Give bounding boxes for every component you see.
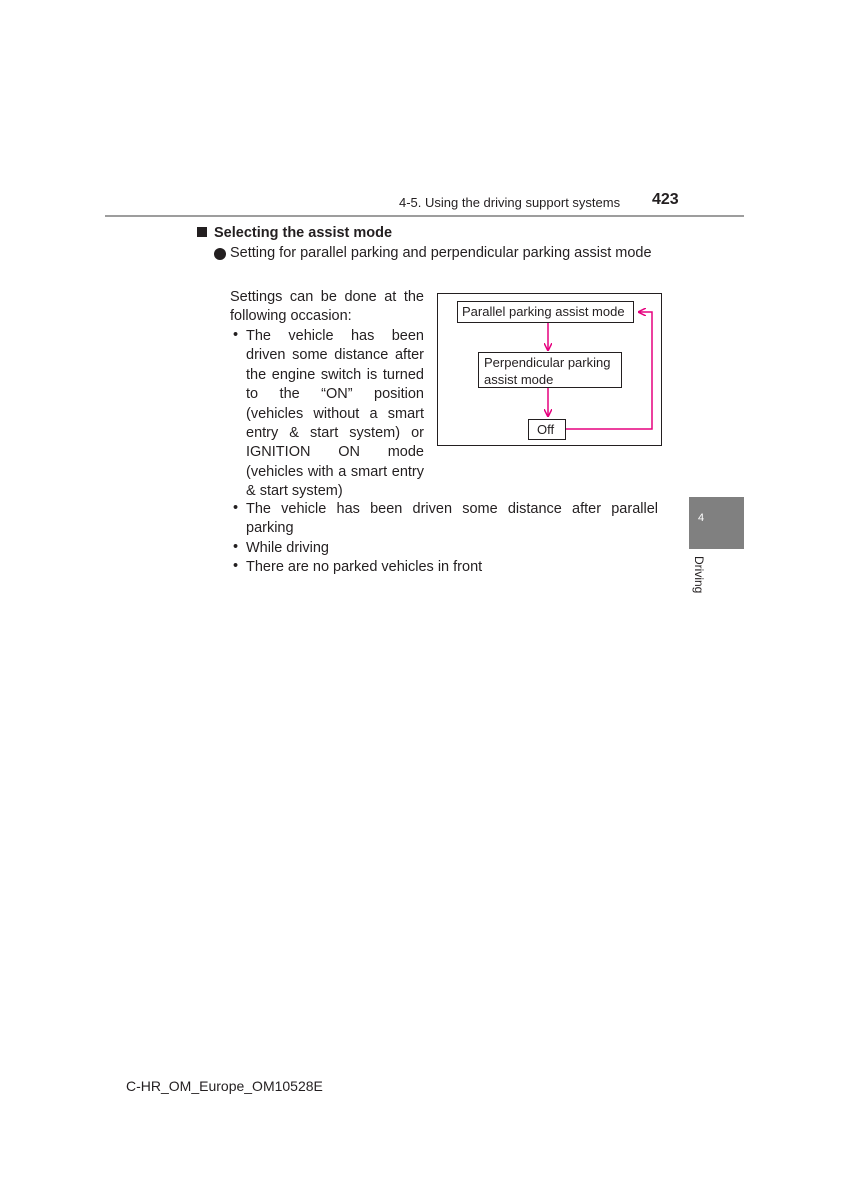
sub-bullet-icon: • <box>233 500 239 516</box>
mode-box-off: Off <box>528 419 566 440</box>
mode-box-perpendicular: Perpendicular parking assist mode <box>478 352 622 388</box>
page-number: 423 <box>652 191 679 208</box>
section-heading-text: Selecting the assist mode <box>214 225 393 241</box>
settings-intro: Settings can be done at the following occasion: <box>230 289 424 325</box>
document-id: C-HR_OM_Europe_OM10528E <box>126 1078 323 1094</box>
mode-box-parallel: Parallel parking assist mode <box>457 301 634 323</box>
sub-bullet-icon: • <box>233 558 239 574</box>
chapter-number: 4 <box>698 512 705 524</box>
occasion-item: There are no parked vehicles in front <box>246 559 483 575</box>
occasion-item: The vehicle has been driven some distance after parallel parking <box>246 501 658 537</box>
bullet-text: Setting for parallel parking and perpendicular parking assist mode <box>230 245 652 261</box>
occasion-item: While driving <box>246 540 329 556</box>
chapter-label-text: Driving <box>692 556 706 594</box>
occasion-item: The vehicle has been driven some distance after the engine switch is turned to the “ON” position (vehicles without a smart entry & start system) or IGNITION ON mode (vehicles with a smart entry & start system) <box>246 328 424 500</box>
section-title: 4-5. Using the driving support systems <box>399 195 621 210</box>
sub-bullet-icon: • <box>233 539 239 555</box>
sub-bullet-icon: • <box>233 327 239 343</box>
